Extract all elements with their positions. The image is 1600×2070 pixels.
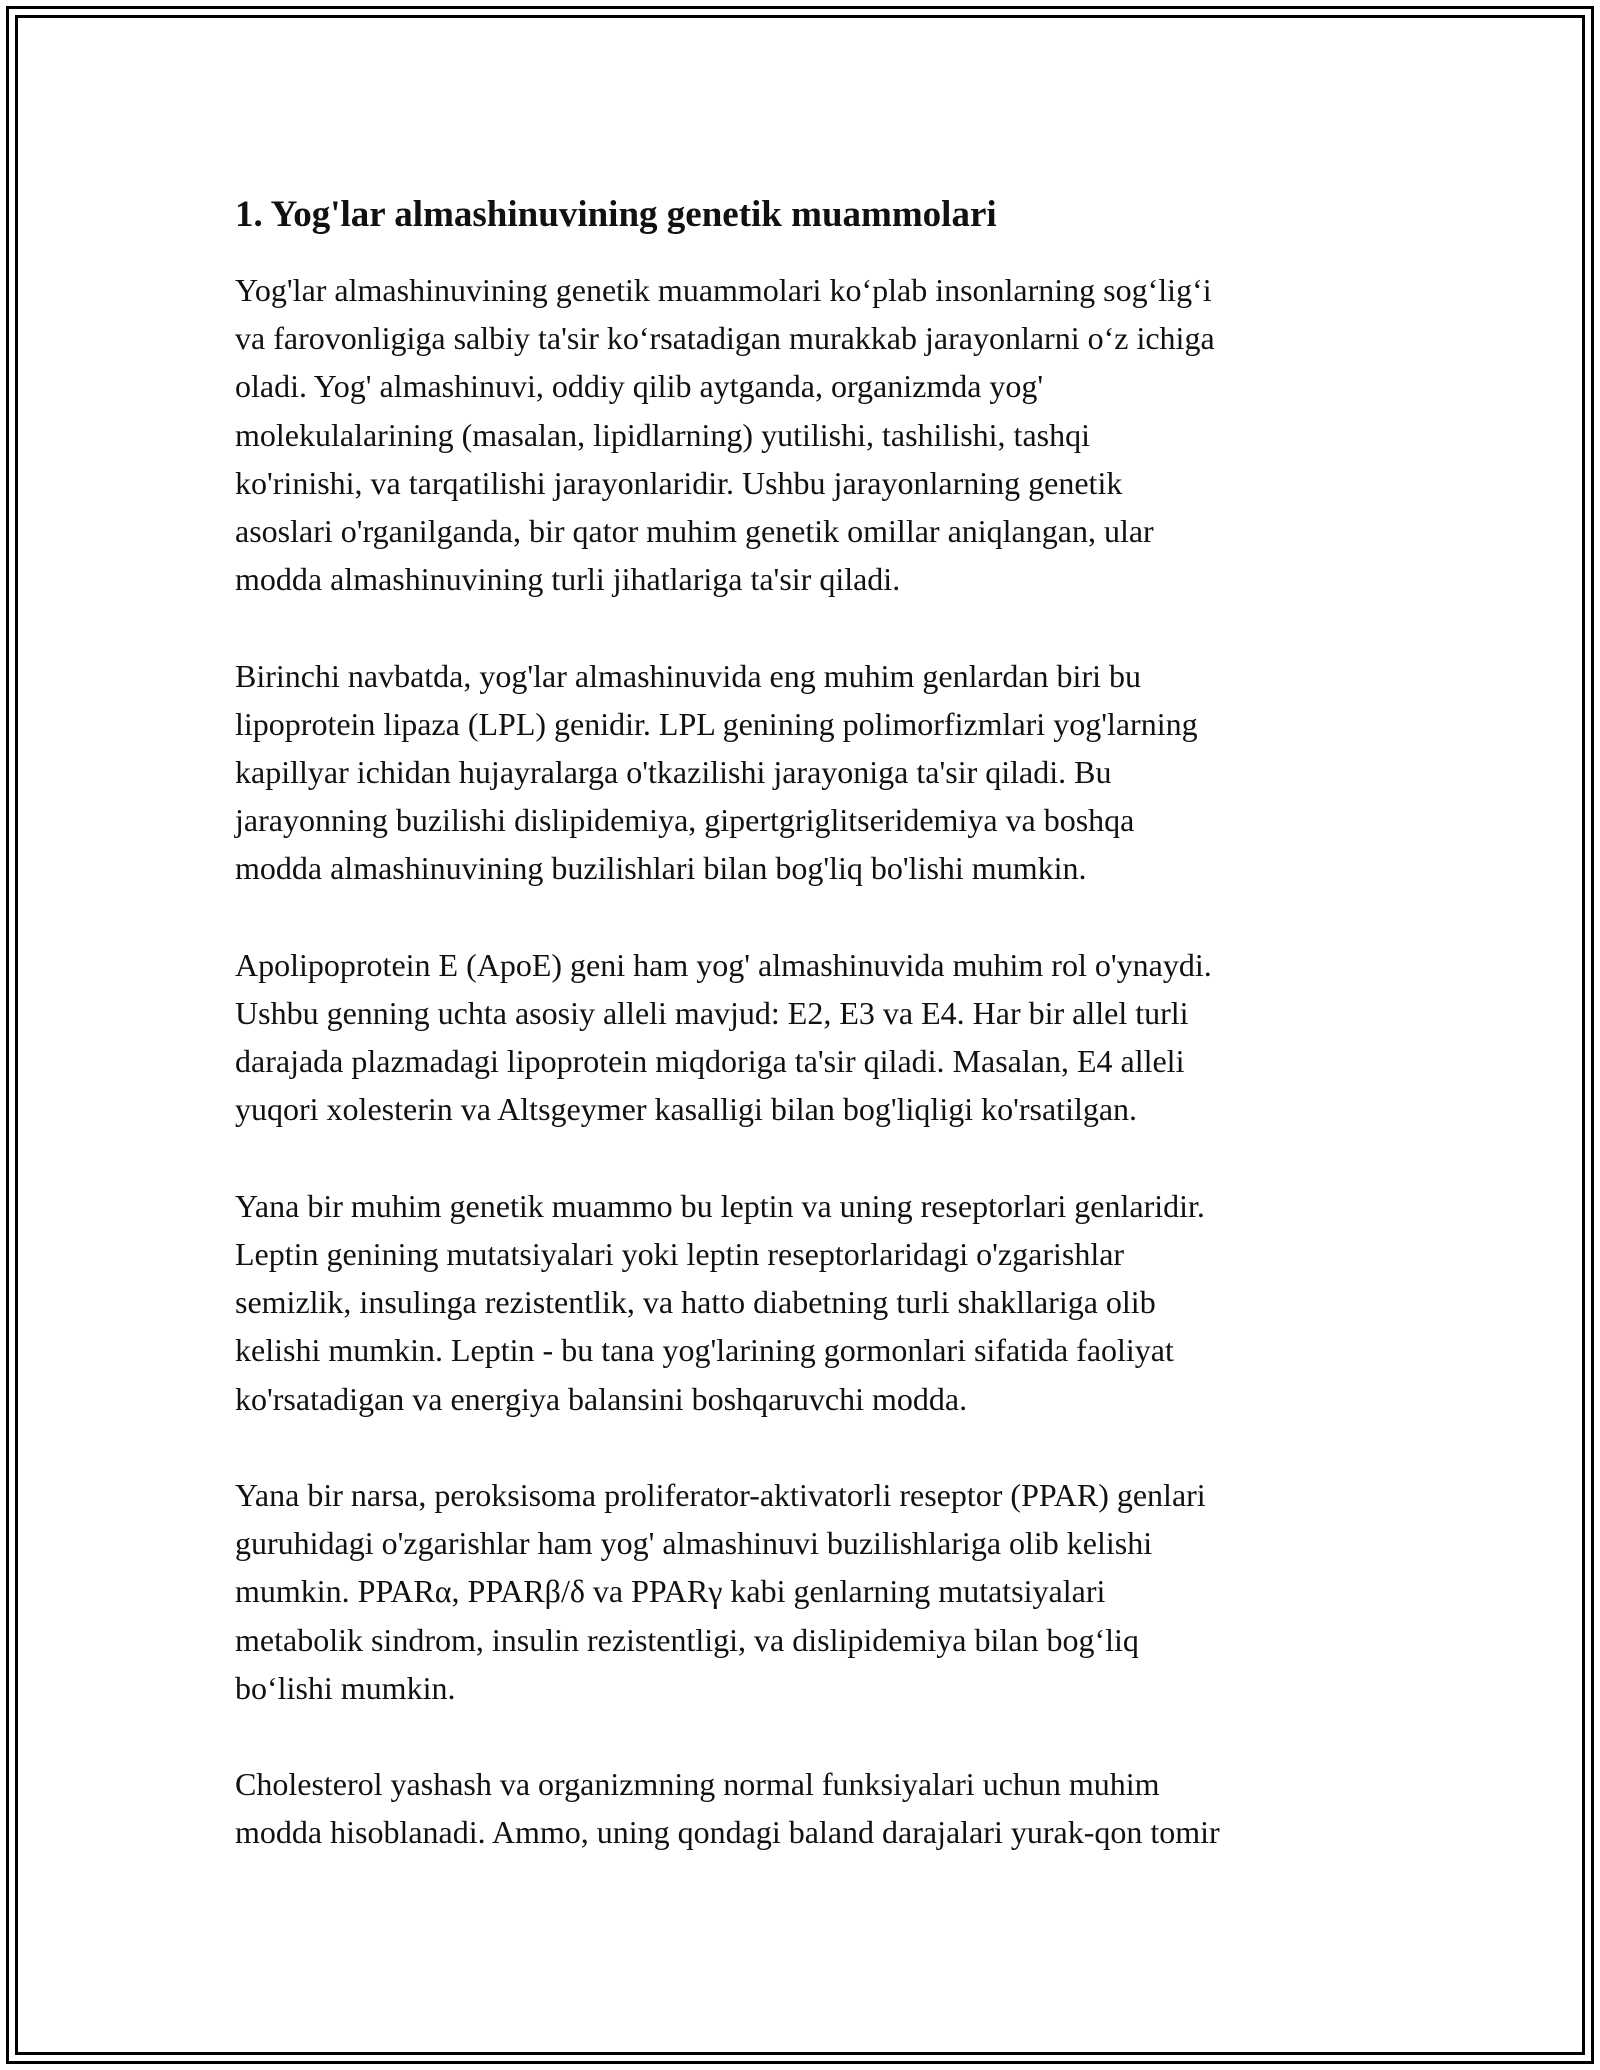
text-line: oladi. Yog' almashinuvi, oddiy qilib aytganda, organizmda yog'	[235, 368, 1044, 405]
text-line: modda almashinuvining turli jihatlariga ta'sir qiladi.	[235, 561, 901, 598]
paragraph-cholesterol	[235, 1760, 1375, 1856]
text-line: Yana bir narsa, peroksisoma proliferator-aktivatorli reseptor (PPAR) genlari	[235, 1477, 1206, 1514]
text-line: semizlik, insulinga rezistentlik, va hatto diabetning turli shakllariga olib	[235, 1284, 1156, 1321]
text-line: Apolipoprotein E (ApoE) geni ham yog' almashinuvida muhim rol o'ynaydi.	[235, 946, 1212, 983]
text-line: kelishi mumkin. Leptin - bu tana yog'larining gormonlari sifatida faoliyat	[235, 1332, 1174, 1369]
text-line: asoslari o'rganilganda, bir qator muhim genetik omillar aniqlangan, ular	[235, 513, 1154, 550]
text-line: Ushbu genning uchta asosiy alleli mavjud: E2, E3 va E4. Har bir allel turli	[235, 995, 1189, 1032]
text-line: mumkin. PPARα, PPARβ/δ va PPARγ kabi genlarning mutatsiyalari	[235, 1573, 1106, 1610]
document-body	[235, 190, 1375, 1905]
text-line: modda hisoblanadi. Ammo, uning qondagi baland darajalari yurak-qon tomir	[235, 1814, 1220, 1851]
text-line: molekulalarining (masalan, lipidlarning) yutilishi, tashilishi, tashqi	[235, 416, 1090, 453]
text-line: Yana bir muhim genetik muammo bu leptin va uning reseptorlari genlaridir.	[235, 1187, 1205, 1224]
text-line: ko'rinishi, va tarqatilishi jarayonlaridir. Ushbu jarayonlarning genetik	[235, 464, 1123, 501]
text-line: bo‘lishi mumkin.	[235, 1669, 456, 1706]
text-line: modda almashinuvining buzilishlari bilan bog'liq bo'lishi mumkin.	[235, 850, 1087, 887]
text-line: darajada plazmadagi lipoprotein miqdoriga ta'sir qiladi. Masalan, E4 alleli	[235, 1043, 1185, 1080]
text-line: lipoprotein lipaza (LPL) genidir. LPL genining polimorfizmlari yog'larning	[235, 705, 1198, 742]
text-line: metabolik sindrom, insulin rezistentligi, va dislipidemiya bilan bog‘liq	[235, 1621, 1139, 1658]
paragraph-leptin	[235, 1182, 1375, 1423]
text-line: guruhidagi o'zgarishlar ham yog' almashinuvi buzilishlariga olib kelishi	[235, 1525, 1153, 1562]
paragraph-lpl	[235, 652, 1375, 893]
text-line: va farovonligiga salbiy ta'sir ko‘rsatadigan murakkab jarayonlarni o‘z ichiga	[235, 320, 1215, 357]
paragraph-apoe	[235, 941, 1375, 1134]
text-line: Cholesterol yashash va organizmning normal funksiyalari uchun muhim	[235, 1766, 1160, 1803]
text-line: jarayonning buzilishi dislipidemiya, gipertgriglitseridemiya va boshqa	[235, 802, 1135, 839]
paragraph-intro	[235, 266, 1375, 603]
text-line: ko'rsatadigan va energiya balansini boshqaruvchi modda.	[235, 1380, 968, 1417]
text-line: kapillyar ichidan hujayralarga o'tkazilishi jarayoniga ta'sir qiladi. Bu	[235, 754, 1112, 791]
text-line: Leptin genining mutatsiyalari yoki leptin reseptorlaridagi o'zgarishlar	[235, 1236, 1125, 1273]
paragraph-ppar	[235, 1471, 1375, 1712]
text-line: yuqori xolesterin va Altsgeymer kasalligi bilan bog'liqligi ko'rsatilgan.	[235, 1091, 1138, 1128]
text-line: Yog'lar almashinuvining genetik muammolari ko‘plab insonlarning sog‘lig‘i	[235, 272, 1212, 308]
document-title: 1. Yog'lar almashinuvining genetik muammolari	[235, 194, 997, 235]
text-line: Birinchi navbatda, yog'lar almashinuvida eng muhim genlardan biri bu	[235, 657, 1141, 694]
